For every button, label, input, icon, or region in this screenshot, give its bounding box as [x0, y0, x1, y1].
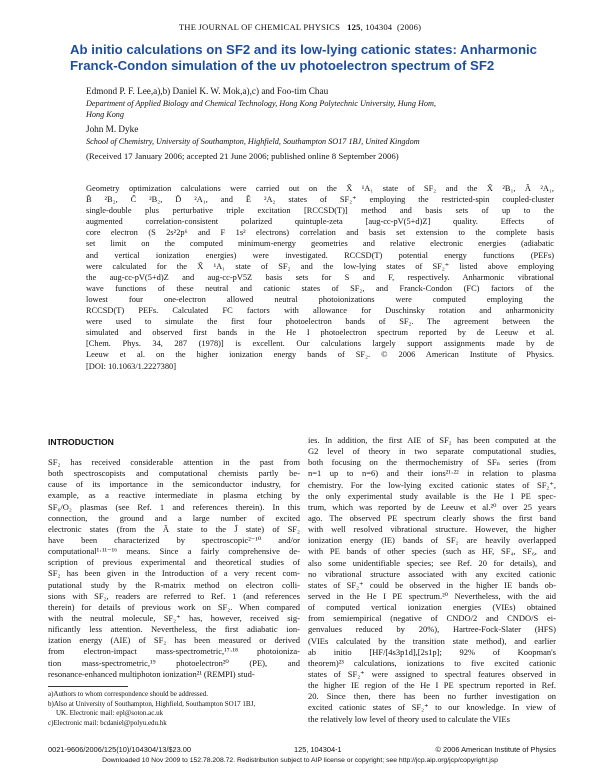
body-text-line: no vibrational structure associated with any excited cationic — [308, 568, 556, 579]
body-text-line: resonance-enhanced multiphoton ionization²¹ (REMPI) stud- — [48, 668, 255, 679]
abstract-line: RCCSD(T) PEFs. Calculated FC factors with allowance for Duschinsky rotation and anharmonicity — [86, 306, 554, 316]
abstract-line: lowest four one-electron allowed neutral photoionizations were computed employing the — [86, 294, 554, 304]
abstract-line: the aug-cc-pV(5+d)Z and aug-cc-pV5Z basis sets for S and F, respectively. Anharmonic vibrational — [86, 272, 554, 282]
abstract-line: were used to simulate the first four photoelectron bands of SF₂. The agreement between the — [86, 317, 554, 327]
body-text-line: genvalues reduced by 20%), Hartree-Fock-Slater (HFS) — [308, 624, 556, 635]
body-text-line: the relatively low level of theory used to calculate the VIEs — [308, 713, 510, 724]
body-text-line: with well resolved vibrational structure. However, the higher — [308, 524, 556, 535]
body-text-line: excited cationic states of SF₂⁺ to our knowledge. In view of — [308, 702, 556, 713]
body-text-line: both focusing on the thermochemistry of SFₙ series (from — [308, 457, 556, 468]
abstract-line: and vertical ionization energies) were investigated. RCCSD(T) potential energy functions (PEFs) — [86, 250, 554, 260]
abstract-line: single-double plus perturbative triple excitation [RCCSD(T)] method and basis sets of up to the — [86, 206, 554, 216]
body-text-line: putational study by the R-matrix method on electron colli- — [48, 579, 300, 590]
download-notice: Downloaded 10 Nov 2009 to 152.78.208.72. Redistribution subject to AIP license or copyright; see http://jcp.aip.org/jcp/copyright.jsp — [102, 757, 498, 764]
body-text-line: from semiempirical (negative of CNDO/2 and CNDO/S ei- — [308, 613, 556, 624]
body-text-line: ionization energy (IE) bands of SF₂ are heavily overlapped — [308, 535, 556, 546]
body-text-line: the only experimental study available is the He I PE spec- — [308, 490, 556, 501]
body-text-line: states of SF₂⁺ could be observed in the higher IE bands ob- — [308, 579, 556, 590]
affiliation-2: School of Chemistry, University of Southampton, Highfield, Southampton SO17 1BJ, United Kingdom — [86, 137, 420, 146]
body-text-line: have been characterized by spectroscopic²⁻¹⁰ and/or — [48, 534, 300, 545]
journal-header: THE JOURNAL OF CHEMICAL PHYSICS 125, 104304 (2006) — [178, 22, 422, 32]
body-column-left — [48, 457, 300, 680]
body-text-line: scription of previous experimental and theoretical studies of — [48, 557, 300, 568]
abstract-line: Geometry optimization calculations were carried out on the X̃ ¹A₁ state of SF₂ and the X̃ ²B₁, Ã ²A₁, — [86, 184, 554, 193]
body-text-line: theorem)²³ calculations, ionizations to five excited cationic — [308, 657, 556, 668]
article-title — [70, 42, 540, 74]
body-text-line: ab initio [HF/[4s3p1d],[2s1p]; 92% of Koopman's — [308, 646, 556, 657]
footer-issn: 0021-9606/2006/125(10)/104304/13/$23.00 — [48, 745, 192, 754]
abstract-line: wave functions of these neutral and cationic states of SF₂, and Franck-Condon (FC) factors of the — [86, 283, 554, 293]
body-text-line: served in the He I PE spectrum.²⁰ Nevertheless, with the aid — [308, 590, 556, 601]
footnote-a: a)Authors to whom correspondence should be addressed. — [48, 690, 208, 698]
body-text-line: the higher IE region of the He I PE spectrum reported in Ref. — [308, 680, 556, 691]
footnote-divider — [48, 686, 128, 687]
author-list-1: Edmond P. F. Lee,a),b) Daniel K. W. Mok,a),c) and Foo-tim Chau — [86, 86, 329, 96]
abstract-line: simulated and observed first bands in the He I photoelectron spectrum reported by de Leeuw et al. — [86, 328, 554, 338]
footnote-c: c)Electronic mail: bcdaniel@polyu.edu.hk — [48, 719, 167, 727]
footer-page: 125, 104304-1 — [294, 745, 342, 754]
body-text-line: ization energy (AIE) of SF₂ has been measured or derived — [48, 635, 300, 646]
body-text-line: of computed vertical ionization energies (VIEs) obtained — [308, 602, 556, 613]
body-text-line: with the neutral molecule, SF₂⁺ has, however, received sig- — [48, 612, 300, 623]
body-text-line: n=1 up to n=6) and their ions²¹·²² in relation to plasma — [308, 468, 556, 479]
body-text-line: tion mass-spectrometric,¹⁹ photoelectron²⁰ (PE), and — [48, 657, 300, 668]
footer-copyright: © 2006 American Institute of Physics — [435, 745, 556, 754]
body-text-line: G2 level of theory in two separate computational studies, — [308, 446, 556, 457]
body-text-line: connection, the ground and a large number of excited — [48, 512, 300, 523]
body-text-line: SF₆/O₂ plasmas (see Ref. 1 and references therein). In this — [48, 501, 300, 512]
body-text-line: SF₂ has received considerable attention in the past from — [48, 457, 300, 467]
received-dates: (Received 17 January 2006; accepted 21 June 2006; published online 8 September 2006) — [86, 151, 399, 161]
body-text-line: sions with SF₂, readers are referred to Ref. 1 (and references — [48, 590, 300, 601]
body-text-line: 20. Since then, there has been no further investigation on — [308, 691, 556, 702]
body-text-line: example, as a reactive intermediate in plasma etching by — [48, 490, 300, 501]
title-line-2: Franck-Condon simulation of the uv photoelectron spectrum of SF2 — [70, 58, 495, 73]
body-text-line: states of SF₂⁺ were assigned to spectral features observed in — [308, 668, 556, 679]
body-text-line: with PE bands of other species (such as HF, SF₄, SF₆, and — [308, 546, 556, 557]
title-line-1: Ab initio calculations on SF2 and its low-lying cationic states: Anharmonic — [70, 42, 537, 57]
abstract-line: were calculated for the X̃ ¹A₁ state of SF₂ and the low-lying states of SF₂⁺ listed above employing — [86, 261, 554, 271]
body-text-line: from electron-impact mass-spectrometric,¹⁷·¹⁸ photoioniza- — [48, 646, 300, 657]
abstract-line: set limit on the computed minimum-energy geometries and relative electronic energies (adiabatic — [86, 239, 554, 249]
footnote-b: b)Also at University of Southampton, Highfield, Southampton SO17 1BJ, — [48, 700, 256, 708]
body-text-line: both spectroscopists and computational chemists partly be- — [48, 468, 300, 479]
abstract-line: augmented correlation-consistent polarized quintuple-zeta [aug-cc-pV(5+d)Z] quality. Effects of — [86, 217, 554, 227]
abstract-line: B̃ ²B₂, C̃ ²B₂, D̃ ²A₁, and Ẽ ²A₂ states of SF₂⁺ employing the restricted-spin coupled-cluster — [86, 195, 554, 205]
body-text-line: trum, which was reported by de Leeuw et al.²⁰ over 25 years — [308, 501, 556, 512]
body-text-line: (VIEs calculated by the transition state method), and earlier — [308, 635, 556, 646]
abstract-line: core electron (S 2s²2p⁶ and F 1s² electrons) correlation and basis set extension to the complete basis — [86, 228, 554, 238]
body-text-line: ies. In addition, the first AIE of SF₂ has been computed at the — [308, 435, 556, 445]
affiliation-1: Department of Applied Biology and Chemical Technology, Hong Kong Polytechnic University, Hung Hom, Hong Kong — [86, 99, 436, 119]
footnote-b-cont: UK. Electronic mail: epl@soton.ac.uk — [56, 709, 164, 717]
author-list-2: John M. Dyke — [86, 124, 139, 134]
body-text-line: ago. The observed PE spectrum clearly shows the first band — [308, 512, 556, 523]
body-text-line: electronic states (from the Ã state to the J̃ state) of SF₂ — [48, 523, 300, 534]
body-column-right — [308, 435, 556, 725]
body-text-line: chemistry. For the low-lying excited cationic states of SF₂⁺, — [308, 479, 556, 490]
body-text-line: cause of its importance in the semiconductor industry, for — [48, 479, 300, 490]
body-text-line: also some unidentifiable species; see Ref. 20 for details), and — [308, 557, 556, 568]
abstract-line: [Chem. Phys. 34, 287 (1978)] is excellent. Our calculations largely support assignments made by de — [86, 339, 554, 349]
abstract-line: [DOI: 10.1063/1.2227380] — [86, 361, 177, 371]
body-text-line: nificantly less attention. Nevertheless, the first adiabatic ion- — [48, 624, 300, 635]
body-text-line: therein) for details of previous work on SF₂. When compared — [48, 601, 300, 612]
body-text-line: SF₂ has been given in the Introduction of a very recent com- — [48, 568, 300, 579]
section-title: INTRODUCTION — [48, 437, 114, 447]
abstract-line: Leeuw et al. on the higher ionization energy bands of SF₂. © 2006 American Institute of Physics. — [86, 350, 554, 360]
body-text-line: computational¹·¹¹⁻¹⁶ means. Since a fairly comprehensive de- — [48, 546, 300, 557]
abstract — [86, 183, 554, 372]
